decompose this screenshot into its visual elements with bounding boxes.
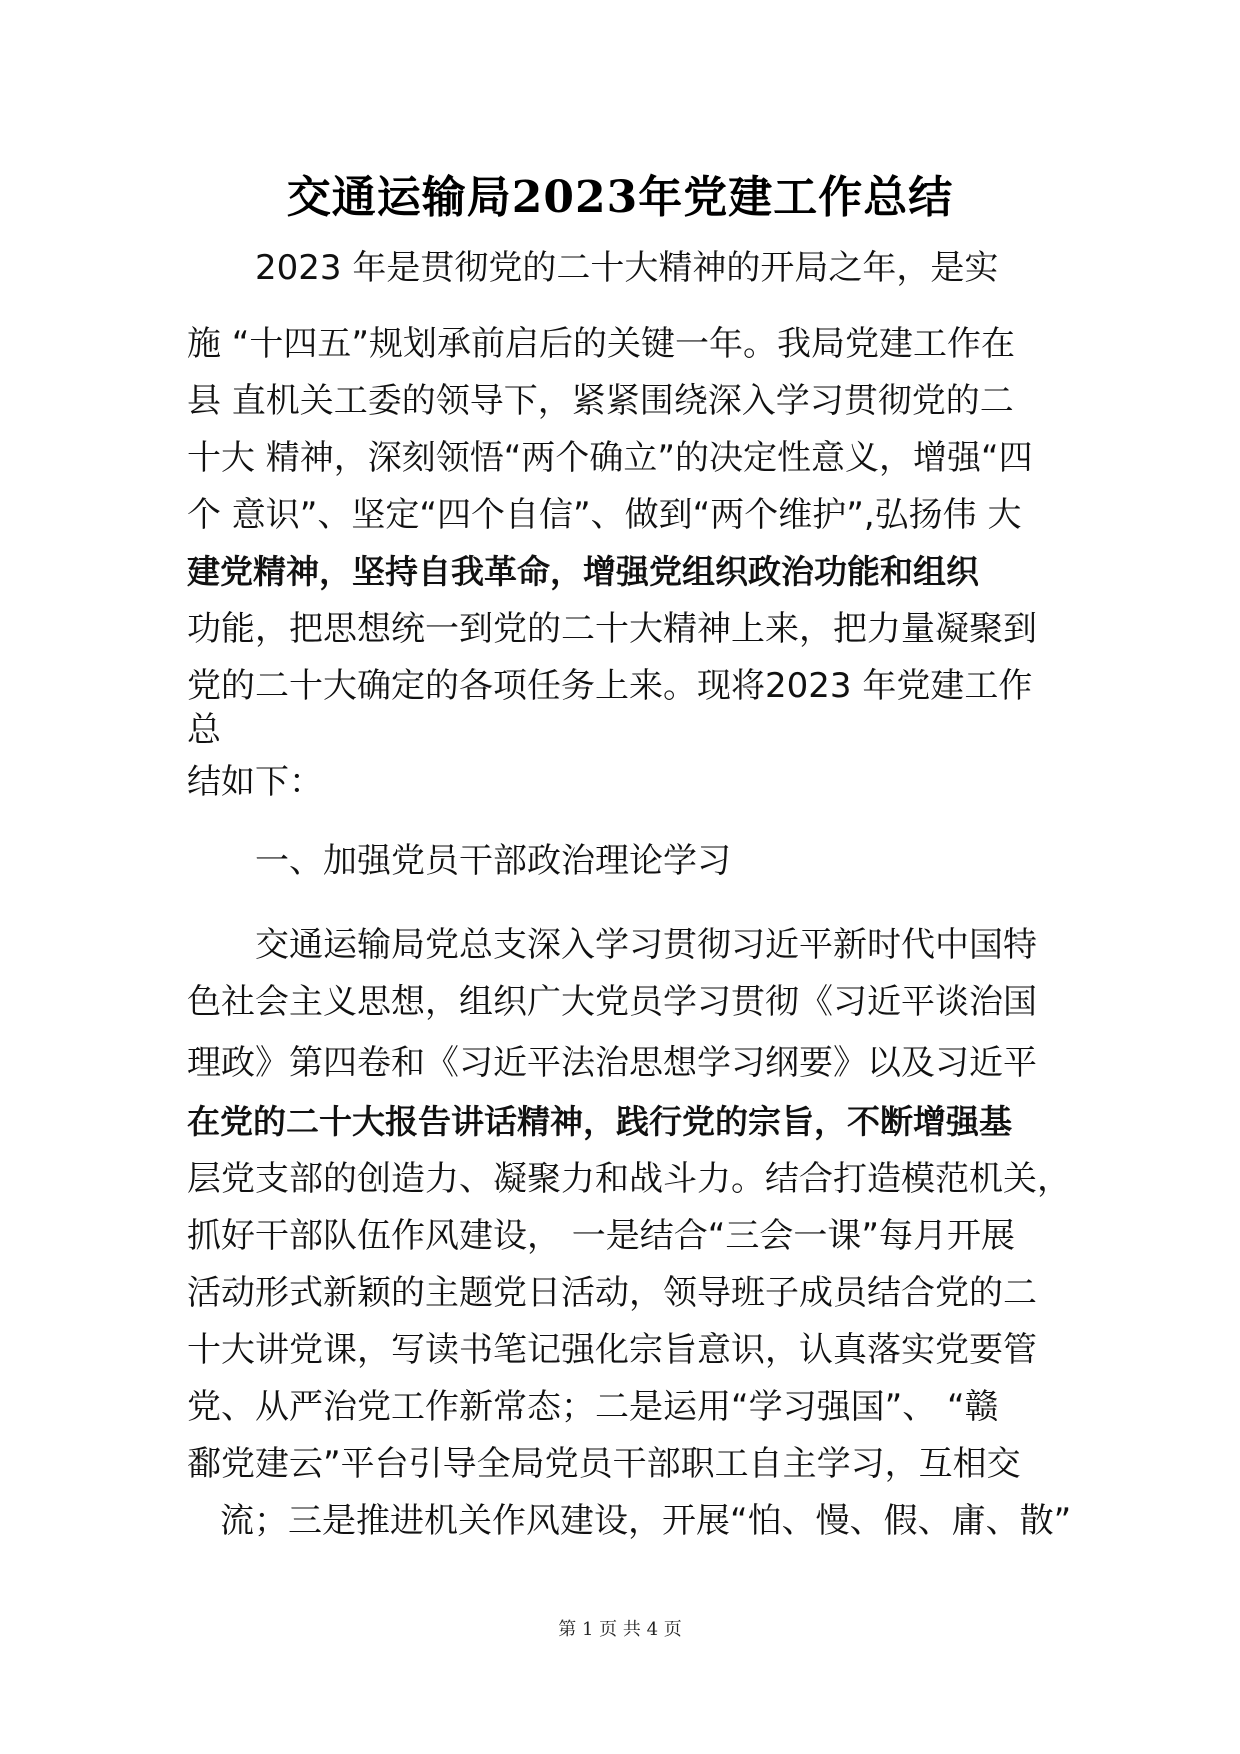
paragraph-line: 2023 年是贯彻党的二十大精神的开局之年，是实 (255, 248, 999, 288)
paragraph-line: 流；三是推进机关作风建设，开展“怕、慢、假、庸、散” (220, 1501, 1072, 1541)
paragraph-line: 在党的二十大报告讲话精神，践行党的宗旨，不断增强基 (187, 1102, 1012, 1141)
paragraph-line: 施 “十四五”规划承前启后的关键一年。我局党建工作在 (187, 324, 1016, 364)
paragraph-line: 县 直机关工委的领导下，紧紧围绕深入学习贯彻党的二 (187, 381, 1014, 421)
paragraph-line: 建党精神，坚持自我革命，增强党组织政治功能和组织 (187, 552, 979, 591)
paragraph-line: 活动形式新颖的主题党日活动，领导班子成员结合党的二 (187, 1273, 1037, 1313)
paragraph-line: 层党支部的创造力、凝聚力和战斗力。结合打造模范机关， (187, 1159, 1071, 1199)
paragraph-line: 结如下： (187, 762, 323, 802)
paragraph-line: 鄱党建云”平台引导全局党员干部职工自主学习，互相交 (187, 1444, 1021, 1484)
paragraph-line: 色社会主义思想，组织广大党员学习贯彻《习近平谈治国 (187, 982, 1037, 1022)
paragraph-line: 总 (187, 710, 221, 750)
paragraph-line: 理政》第四卷和《习近平法治思想学习纲要》以及习近平 (187, 1043, 1037, 1083)
paragraph-line: 抓好干部队伍作风建设， 一是结合“三会一课”每月开展 (187, 1216, 1016, 1256)
paragraph-line: 党、从严治党工作新常态；二是运用“学习强国”、 “赣 (187, 1387, 999, 1427)
paragraph-line: 个 意识”、坚定“四个自信”、做到“两个维护”,弘扬伟 大 (187, 495, 1022, 535)
page-number-footer: 第 1 页 共 4 页 (558, 1619, 682, 1640)
paragraph-line: 党的二十大确定的各项任务上来。现将2023 年党建工作 (187, 666, 1033, 706)
section-heading: 一、加强党员干部政治理论学习 (255, 841, 731, 881)
paragraph-line: 交通运输局党总支深入学习贯彻习近平新时代中国特 (255, 925, 1037, 965)
paragraph-line: 十大讲党课，写读书笔记强化宗旨意识，认真落实党要管 (187, 1330, 1037, 1370)
paragraph-line: 十大 精神，深刻领悟“两个确立”的决定性意义，增强“四 (187, 438, 1033, 478)
paragraph-line: 功能，把思想统一到党的二十大精神上来，把力量凝聚到 (187, 609, 1037, 649)
document-title: 交通运输局2023年党建工作总结 (286, 172, 954, 223)
